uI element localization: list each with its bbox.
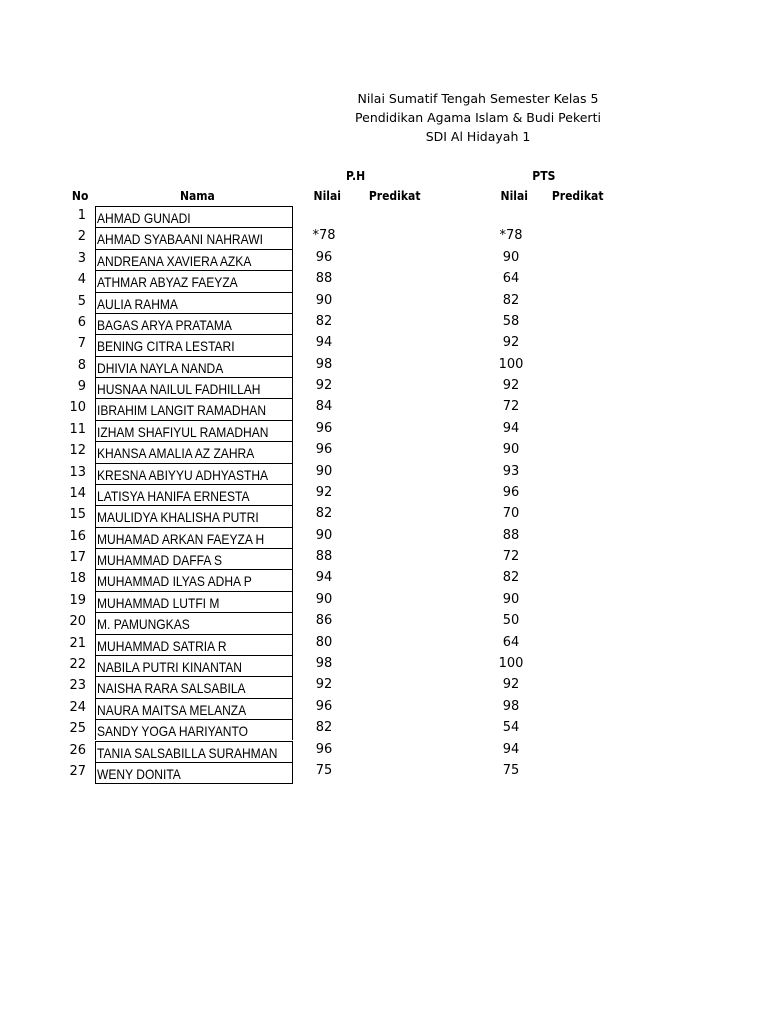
name-cell[interactable] — [95, 249, 293, 270]
pts-nilai: 58 — [502, 313, 520, 329]
title-line-1: Nilai Sumatif Tengah Semester Kelas 5 — [357, 91, 599, 106]
student-name: IBRAHIM LANGIT RAMADHAN — [97, 402, 267, 419]
name-cell[interactable] — [95, 569, 293, 590]
row-number: 23 — [69, 678, 86, 694]
student-name: KRESNA ABIYYU ADHYASTHA — [97, 466, 269, 483]
ph-nilai: 96 — [315, 442, 333, 458]
name-cell[interactable] — [95, 762, 293, 784]
row-number: 22 — [69, 656, 86, 672]
table-row — [0, 741, 768, 762]
pts-nilai: 72 — [502, 549, 520, 565]
table-row — [0, 227, 768, 248]
pts-nilai: 94 — [502, 420, 520, 436]
student-name: BAGAS ARYA PRATAMA — [97, 316, 232, 333]
pts-nilai: 100 — [498, 356, 524, 372]
student-name: ATHMAR ABYAZ FAEYZA — [97, 274, 238, 291]
name-cell[interactable] — [95, 377, 293, 398]
header-nama: Nama — [179, 189, 215, 203]
student-name: WENY DONITA — [97, 765, 181, 782]
ph-nilai: 75 — [315, 762, 333, 778]
student-name: AULIA RAHMA — [97, 295, 178, 312]
name-cell[interactable] — [95, 612, 293, 633]
table-row — [0, 377, 768, 398]
pts-nilai: 94 — [502, 741, 520, 757]
header-pts-group: PTS — [532, 169, 556, 183]
table-row — [0, 505, 768, 526]
title-line-2: Pendidikan Agama Islam & Budi Pekerti — [355, 110, 601, 125]
row-number: 10 — [69, 400, 86, 416]
row-number: 16 — [69, 528, 86, 544]
ph-nilai: 90 — [315, 463, 333, 479]
row-number: 11 — [69, 421, 86, 437]
table-row — [0, 484, 768, 505]
student-name: KHANSA AMALIA AZ ZAHRA — [97, 445, 255, 462]
table-row — [0, 249, 768, 270]
row-number: 1 — [77, 208, 86, 223]
table-row — [0, 762, 768, 783]
ph-nilai: 96 — [315, 741, 333, 757]
pts-nilai: 82 — [502, 292, 520, 308]
student-name: ANDREANA XAVIERA AZKA — [97, 252, 252, 269]
row-number: 5 — [77, 293, 86, 309]
pts-nilai: 64 — [502, 271, 520, 287]
student-name: SANDY YOGA HARIYANTO — [97, 723, 248, 740]
header-pts-nilai: Nilai — [500, 189, 528, 203]
name-cell[interactable] — [95, 398, 293, 419]
row-number: 6 — [77, 314, 86, 330]
row-number: 19 — [69, 592, 86, 608]
student-name: DHIVIA NAYLA NANDA — [97, 359, 224, 376]
table-row — [0, 334, 768, 355]
row-number: 17 — [69, 550, 86, 566]
table-row — [0, 591, 768, 612]
pts-nilai: 90 — [502, 249, 520, 265]
ph-nilai: 88 — [315, 549, 333, 565]
student-name: LATISYA HANIFA ERNESTA — [97, 487, 250, 504]
name-cell[interactable] — [95, 591, 293, 612]
student-name: NABILA PUTRI KINANTAN — [97, 658, 242, 675]
pts-nilai: 54 — [502, 720, 520, 736]
header-ph-group: P.H — [346, 169, 366, 183]
table-row — [0, 548, 768, 569]
table-row — [0, 655, 768, 676]
row-number: 9 — [77, 379, 86, 395]
pts-nilai: 50 — [502, 613, 520, 629]
ph-nilai: 88 — [315, 271, 333, 287]
table-row — [0, 313, 768, 334]
name-cell[interactable] — [95, 719, 293, 740]
ph-nilai: 94 — [315, 335, 333, 351]
table-row — [0, 634, 768, 655]
name-cell[interactable] — [95, 227, 293, 248]
table-row — [0, 356, 768, 377]
ph-nilai: *78 — [312, 228, 336, 244]
pts-nilai: *78 — [499, 228, 523, 244]
pts-nilai: 92 — [502, 335, 520, 351]
student-name: AHMAD SYABAANI NAHRAWI — [97, 231, 263, 248]
ph-nilai: 82 — [315, 313, 333, 329]
pts-nilai: 72 — [502, 399, 520, 415]
name-cell[interactable] — [95, 698, 293, 719]
name-cell[interactable] — [95, 420, 293, 441]
table-row — [0, 398, 768, 419]
table-row — [0, 270, 768, 291]
student-name: TANIA SALSABILLA SURAHMAN — [97, 744, 278, 761]
ph-nilai: 96 — [315, 698, 333, 714]
name-cell[interactable] — [95, 741, 293, 762]
row-number: 21 — [69, 635, 86, 651]
row-number: 14 — [69, 485, 86, 501]
ph-nilai: 92 — [315, 484, 333, 500]
ph-nilai: 98 — [315, 356, 333, 372]
row-number: 26 — [69, 742, 86, 758]
table-row — [0, 463, 768, 484]
ph-nilai: 92 — [315, 677, 333, 693]
name-cell[interactable] — [95, 634, 293, 655]
title-line-3: SDI Al Hidayah 1 — [425, 129, 531, 144]
table-row — [0, 441, 768, 462]
header-ph-predikat: Predikat — [368, 189, 421, 203]
row-number: 24 — [69, 699, 86, 715]
name-cell[interactable] — [95, 356, 293, 377]
name-cell[interactable] — [95, 505, 293, 526]
table-row — [0, 527, 768, 548]
student-name: MUHAMMAD SATRIA R — [97, 637, 227, 654]
student-name: NAISHA RARA SALSABILA — [97, 680, 246, 697]
pts-nilai: 75 — [502, 762, 520, 778]
name-cell[interactable] — [95, 463, 293, 484]
table-row — [0, 569, 768, 590]
row-number: 7 — [77, 336, 86, 352]
student-name: IZHAM SHAFIYUL RAMADHAN — [97, 423, 269, 440]
student-name: M. PAMUNGKAS — [97, 616, 190, 633]
row-number: 20 — [69, 614, 86, 630]
row-number: 15 — [69, 507, 86, 523]
table-row — [0, 420, 768, 441]
ph-nilai: 82 — [315, 720, 333, 736]
header-no: No — [71, 189, 89, 203]
student-name: NAURA MAITSA MELANZA — [97, 701, 247, 718]
name-cell[interactable] — [95, 527, 293, 548]
pts-nilai: 92 — [502, 378, 520, 394]
ph-nilai: 86 — [315, 613, 333, 629]
ph-nilai: 96 — [315, 249, 333, 265]
pts-nilai: 90 — [502, 591, 520, 607]
name-cell[interactable] — [95, 484, 293, 505]
pts-nilai: 100 — [498, 655, 524, 671]
ph-nilai: 80 — [315, 634, 333, 650]
pts-nilai: 98 — [502, 698, 520, 714]
pts-nilai: 92 — [502, 677, 520, 693]
name-cell[interactable] — [95, 334, 293, 355]
student-name: HUSNAA NAILUL FADHILLAH — [97, 381, 261, 398]
ph-nilai: 96 — [315, 420, 333, 436]
name-cell[interactable] — [95, 655, 293, 676]
pts-nilai: 64 — [502, 634, 520, 650]
table-row — [0, 292, 768, 313]
pts-nilai: 88 — [502, 527, 520, 543]
row-number: 13 — [69, 464, 86, 480]
name-cell[interactable] — [95, 292, 293, 313]
header-pts-predikat: Predikat — [551, 189, 604, 203]
table-row — [0, 698, 768, 719]
ph-nilai: 90 — [315, 527, 333, 543]
name-cell[interactable] — [95, 441, 293, 462]
row-number: 27 — [69, 763, 86, 779]
student-name: BENING CITRA LESTARI — [97, 338, 235, 355]
name-cell[interactable] — [95, 206, 293, 227]
row-number: 12 — [69, 443, 86, 459]
header-ph-nilai: Nilai — [313, 189, 341, 203]
ph-nilai: 90 — [315, 292, 333, 308]
student-name: MUHAMAD ARKAN FAEYZA H — [97, 530, 265, 547]
row-number: 25 — [69, 721, 86, 737]
name-cell[interactable] — [95, 313, 293, 334]
ph-nilai: 94 — [315, 570, 333, 586]
ph-nilai: 82 — [315, 506, 333, 522]
student-name: MAULIDYA KHALISHA PUTRI — [97, 509, 259, 526]
student-name: AHMAD GUNADI — [97, 210, 191, 226]
name-cell[interactable] — [95, 676, 293, 697]
student-name: MUHAMMAD ILYAS ADHA P — [97, 573, 252, 590]
row-number: 8 — [77, 357, 86, 373]
pts-nilai: 90 — [502, 442, 520, 458]
row-number: 2 — [77, 229, 86, 245]
table-row — [0, 676, 768, 697]
row-number: 18 — [69, 571, 86, 587]
ph-nilai: 90 — [315, 591, 333, 607]
name-cell[interactable] — [95, 270, 293, 291]
row-number: 4 — [77, 272, 86, 288]
pts-nilai: 93 — [502, 463, 520, 479]
table-row — [0, 612, 768, 633]
pts-nilai: 82 — [502, 570, 520, 586]
student-name: MUHAMMAD DAFFA S — [97, 552, 223, 569]
row-number: 3 — [77, 250, 86, 266]
pts-nilai: 70 — [502, 506, 520, 522]
ph-nilai: 98 — [315, 655, 333, 671]
table-row — [0, 206, 768, 227]
name-cell[interactable] — [95, 548, 293, 569]
pts-nilai: 96 — [502, 484, 520, 500]
ph-nilai: 84 — [315, 399, 333, 415]
ph-nilai: 92 — [315, 378, 333, 394]
table-row — [0, 719, 768, 740]
student-name: MUHAMMAD LUTFI M — [97, 594, 220, 611]
